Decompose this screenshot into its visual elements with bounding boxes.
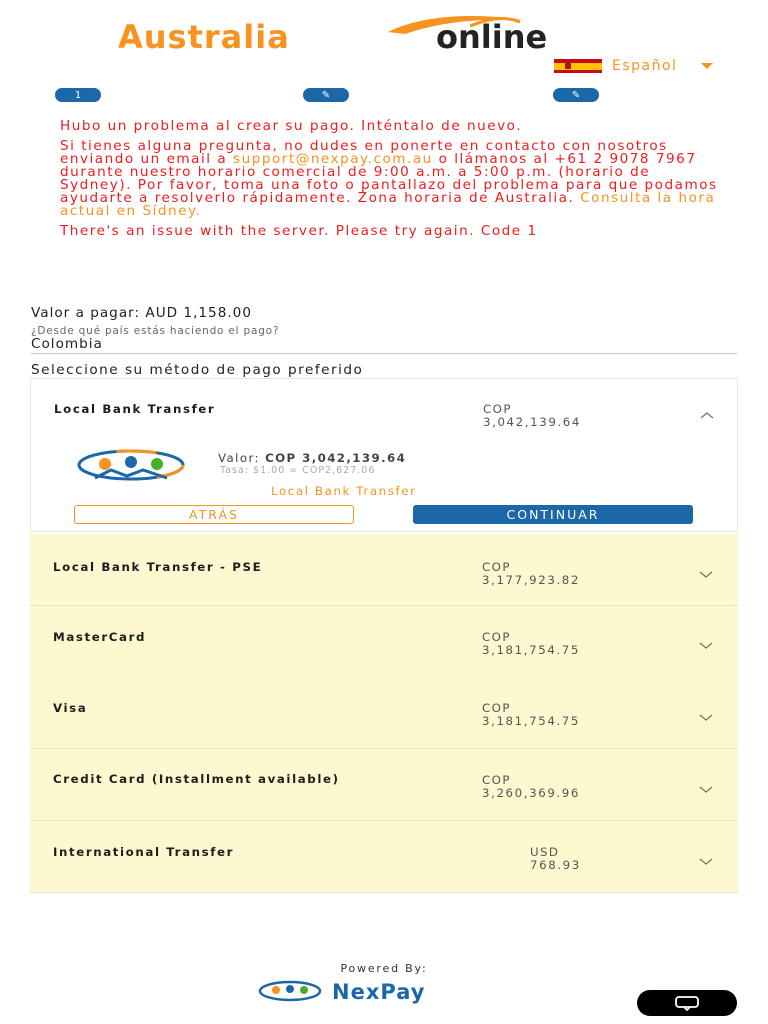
method-currency: COP xyxy=(482,773,511,787)
amount-to-pay: Valor a pagar: AUD 1,158.00 xyxy=(31,305,252,321)
method-amount: 3,181,754.75 xyxy=(482,643,580,657)
chat-icon xyxy=(673,995,701,1011)
payment-method-title: Seleccione su método de pago preferido xyxy=(31,362,364,378)
logo-text-australia: Australia xyxy=(118,18,290,56)
country-question: ¿Desde qué país estás haciendo el pago? xyxy=(31,325,280,337)
payment-method-visa[interactable] xyxy=(30,677,738,749)
chat-button[interactable] xyxy=(637,990,737,1016)
method-name: Local Bank Transfer - PSE xyxy=(53,560,263,574)
contact-help-text xyxy=(60,140,720,218)
payment-method-pse[interactable] xyxy=(30,534,738,606)
local-bank-transfer-link[interactable]: Local Bank Transfer xyxy=(271,484,417,498)
step-1-badge: 1 xyxy=(55,88,101,102)
back-button[interactable]: ATRÁS xyxy=(74,505,354,524)
method-amount: 3,042,139.64 xyxy=(483,415,581,429)
method-value xyxy=(218,451,406,465)
method-currency: COP xyxy=(482,701,511,715)
value-label: Valor: xyxy=(218,451,260,465)
powered-by-label: Powered By: xyxy=(340,962,428,975)
australia-online-logo xyxy=(0,8,768,56)
payment-method-mastercard[interactable] xyxy=(30,606,738,678)
country-select[interactable]: Colombia xyxy=(31,336,737,354)
contact-text-after: o llámanos al +61 2 9078 7967 durante nuestro horario comercial de 9:00 a.m. a 5:00 p.m. (horario de Sydney). Por favor, toma una foto o pantallazo del problema para que podamos ayudarte a resolverlo rápidamente. Zona horaria de Australia. xyxy=(60,151,718,206)
spain-flag-icon xyxy=(554,59,602,73)
error-creating-payment: Hubo un problema al crear su pago. Inténtalo de nuevo. xyxy=(60,118,523,134)
exchange-rate: Tasa: $1.00 = COP2,627.06 xyxy=(220,465,376,476)
method-currency: COP xyxy=(482,560,511,574)
method-currency: COP xyxy=(482,630,511,644)
language-selector[interactable] xyxy=(554,56,713,76)
logo-text-online: online xyxy=(436,18,548,56)
continue-button[interactable]: CONTINUAR xyxy=(413,505,693,524)
chevron-down-icon[interactable] xyxy=(698,712,714,722)
support-email-link[interactable]: support@nexpay.com.au xyxy=(233,151,433,167)
method-name: Credit Card (Installment available) xyxy=(53,772,340,786)
error-messages xyxy=(60,120,720,245)
method-amount: 768.93 xyxy=(530,858,581,872)
payment-method-international-transfer[interactable] xyxy=(30,821,738,893)
method-name: International Transfer xyxy=(53,845,235,859)
step-3-edit-badge[interactable]: ✎ xyxy=(553,88,599,102)
step-2-edit-badge[interactable]: ✎ xyxy=(303,88,349,102)
language-label: Español xyxy=(612,58,678,74)
method-name: Visa xyxy=(53,701,88,715)
method-amount: 3,260,369.96 xyxy=(482,786,580,800)
nexpay-logo xyxy=(256,978,516,1004)
method-currency: COP xyxy=(483,402,512,416)
nexpay-brand-text: NexPay xyxy=(332,980,426,1004)
sydney-time-link[interactable]: Consulta la hora actual en Sídney. xyxy=(60,190,716,219)
method-amount: 3,177,923.82 xyxy=(482,573,580,587)
value-amount: COP 3,042,139.64 xyxy=(265,451,407,465)
method-currency: USD xyxy=(530,845,560,859)
method-amount: 3,181,754.75 xyxy=(482,714,580,728)
chevron-down-icon[interactable] xyxy=(698,856,714,866)
chevron-down-icon[interactable] xyxy=(698,784,714,794)
server-error: There's an issue with the server. Please try again. Code 1 xyxy=(60,223,538,239)
method-name: MasterCard xyxy=(53,630,147,644)
chevron-down-icon[interactable] xyxy=(698,640,714,650)
chevron-down-icon[interactable] xyxy=(698,569,714,579)
local-bank-transfer-icon xyxy=(75,448,187,482)
chevron-down-icon xyxy=(701,63,713,69)
contact-text-before: Si tienes alguna pregunta, no dudes en ponerte en contacto con nosotros enviando un email a xyxy=(60,138,668,167)
chevron-up-icon[interactable] xyxy=(699,410,715,420)
method-name: Local Bank Transfer xyxy=(54,402,216,416)
payment-method-credit-card[interactable] xyxy=(30,749,738,821)
